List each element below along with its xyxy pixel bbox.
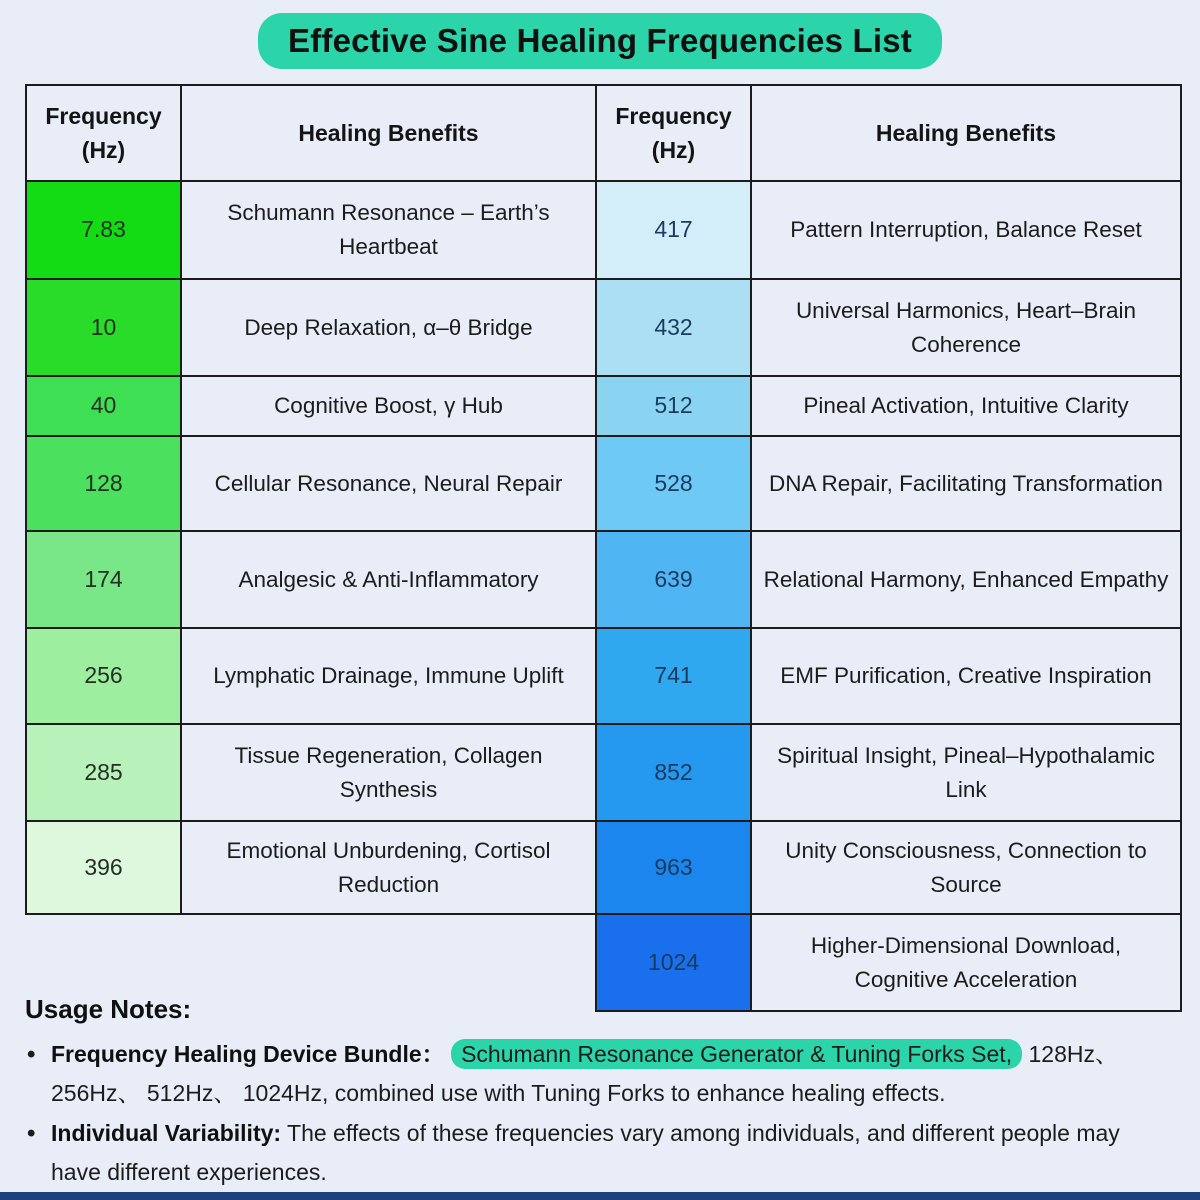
- note-label: Individual Variability:: [51, 1120, 282, 1147]
- benefit-cell: Cellular Resonance, Neural Repair: [181, 436, 596, 531]
- benefit-cell: Lymphatic Drainage, Immune Uplift: [181, 628, 596, 724]
- benefit-cell: DNA Repair, Facilitating Transformation: [751, 436, 1181, 531]
- frequency-cell: 256: [26, 628, 181, 724]
- table-row: [26, 724, 596, 821]
- benefit-cell: Pattern Interruption, Balance Reset: [751, 181, 1181, 279]
- header-cell-benefits: Healing Benefits: [751, 85, 1181, 181]
- frequencies-table: [25, 84, 1182, 1012]
- header-row: [26, 85, 596, 181]
- frequency-cell: 963: [596, 821, 751, 914]
- benefit-cell: Unity Consciousness, Connection to Source: [751, 821, 1181, 914]
- usage-notes-section: [25, 994, 1175, 1194]
- bottom-edge-bar: [0, 1192, 1200, 1200]
- header-row: [596, 85, 1181, 181]
- table-row: [596, 531, 1181, 628]
- frequency-cell: 1024: [596, 914, 751, 1011]
- benefit-cell: Universal Harmonics, Heart–Brain Coherence: [751, 279, 1181, 376]
- frequency-cell: 396: [26, 821, 181, 914]
- frequencies-table-left: [25, 84, 597, 915]
- usage-notes-list: [25, 1035, 1175, 1192]
- table-row: [596, 821, 1181, 914]
- frequency-cell: 40: [26, 376, 181, 436]
- frequency-cell: 10: [26, 279, 181, 376]
- frequency-cell: 852: [596, 724, 751, 821]
- benefit-cell: Deep Relaxation, α–θ Bridge: [181, 279, 596, 376]
- usage-notes-heading: Usage Notes:: [25, 994, 192, 1024]
- benefit-cell: Pineal Activation, Intuitive Clarity: [751, 376, 1181, 436]
- note-highlight: Schumann Resonance Generator & Tuning Forks Set,: [451, 1039, 1022, 1069]
- benefit-cell: Schumann Resonance – Earth’s Heartbeat: [181, 181, 596, 279]
- benefit-cell: Relational Harmony, Enhanced Empathy: [751, 531, 1181, 628]
- table-row: [596, 279, 1181, 376]
- header-cell-frequency: Frequency (Hz): [26, 85, 181, 181]
- benefit-cell: Analgesic & Anti-Inflammatory: [181, 531, 596, 628]
- frequency-cell: 741: [596, 628, 751, 724]
- frequency-cell: 432: [596, 279, 751, 376]
- note-text: The effects of these frequencies vary among individuals, and different people may have different experiences.: [51, 1120, 1120, 1185]
- table-row: [26, 821, 596, 914]
- frequency-cell: 174: [26, 531, 181, 628]
- usage-note-item: [25, 1035, 1175, 1112]
- benefit-cell: Higher-Dimensional Download, Cognitive Acceleration: [751, 914, 1181, 1011]
- header-cell-benefits: Healing Benefits: [181, 85, 596, 181]
- frequency-cell: 417: [596, 181, 751, 279]
- benefit-cell: EMF Purification, Creative Inspiration: [751, 628, 1181, 724]
- benefit-cell: Tissue Regeneration, Collagen Synthesis: [181, 724, 596, 821]
- frequency-cell: 512: [596, 376, 751, 436]
- note-label: Frequency Healing Device Bundle：: [51, 1041, 445, 1067]
- frequency-cell: 128: [26, 436, 181, 531]
- header-cell-frequency: Frequency (Hz): [596, 85, 751, 181]
- frequencies-table-right: [595, 84, 1182, 1012]
- benefit-cell: Cognitive Boost, γ Hub: [181, 376, 596, 436]
- table-row: [26, 181, 596, 279]
- table-row: [26, 279, 596, 376]
- frequency-cell: 7.83: [26, 181, 181, 279]
- usage-note-item: [25, 1114, 1175, 1191]
- table-row: [596, 181, 1181, 279]
- table-row: [26, 376, 596, 436]
- table-row: [26, 628, 596, 724]
- table-row: [596, 376, 1181, 436]
- title-banner: [0, 13, 1200, 69]
- table-row: [596, 628, 1181, 724]
- frequency-cell: 528: [596, 436, 751, 531]
- frequency-cell: 285: [26, 724, 181, 821]
- frequency-cell: 639: [596, 531, 751, 628]
- table-row: [26, 436, 596, 531]
- benefit-cell: Spiritual Insight, Pineal–Hypothalamic Link: [751, 724, 1181, 821]
- note-text: 128Hz、 256Hz、 512Hz、 1024Hz, combined use with Tuning Forks to enhance healing effects.: [51, 1041, 1118, 1106]
- table-row: [596, 724, 1181, 821]
- benefit-cell: Emotional Unburdening, Cortisol Reduction: [181, 821, 596, 914]
- table-row: [596, 436, 1181, 531]
- page-title: Effective Sine Healing Frequencies List: [258, 13, 942, 69]
- table-row: [26, 531, 596, 628]
